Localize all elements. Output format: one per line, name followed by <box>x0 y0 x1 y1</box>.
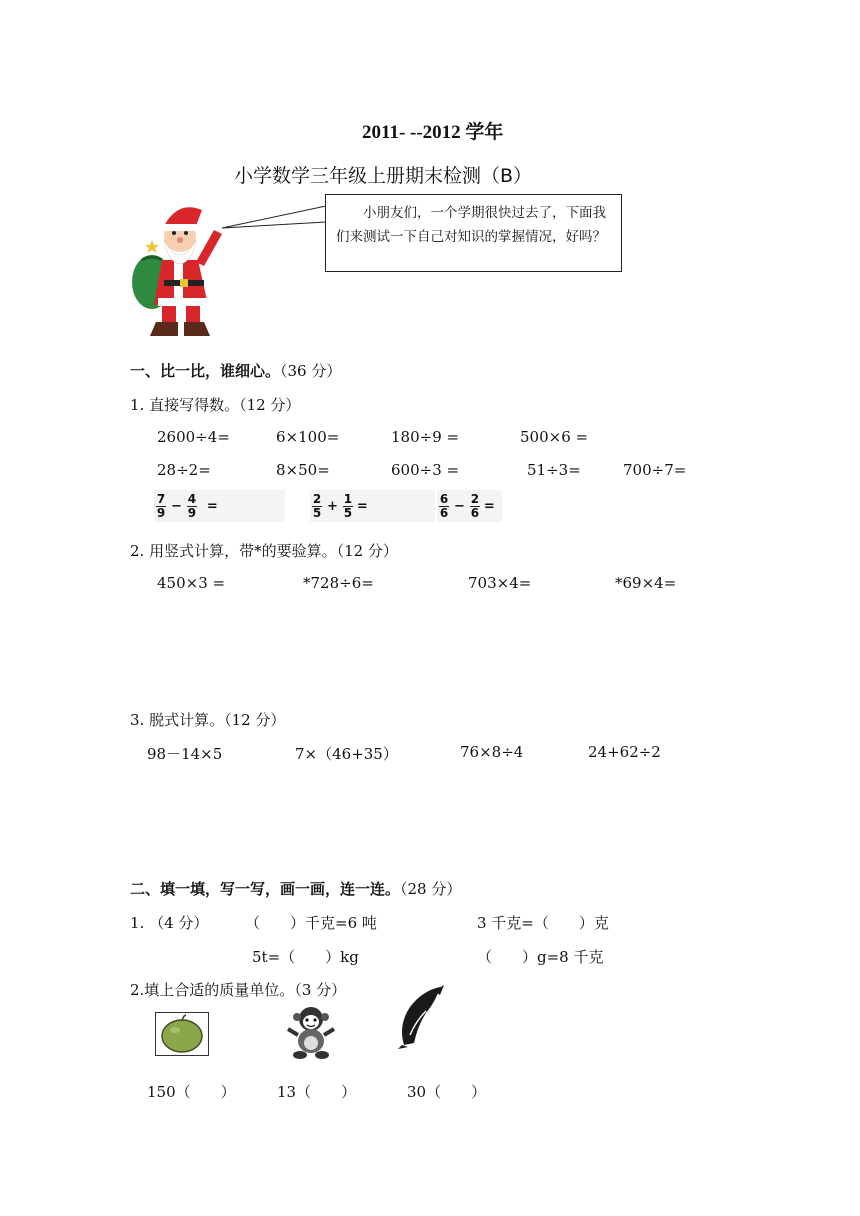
numerator: 2 <box>470 491 480 506</box>
exam-main-title: 小学数学三年级上册期末检测（B） <box>234 165 533 187</box>
numerator: 6 <box>439 491 449 506</box>
speech-bubble: 小朋友们，一个学期很快过去了，下面我们来测试一下自己对知识的掌握情况，好吗？ <box>325 194 622 272</box>
q1-row2-item: 51÷3= <box>527 461 581 479</box>
q2-item: 450×3 = <box>157 574 226 592</box>
whale-image <box>396 985 446 1049</box>
fraction-problem <box>310 490 435 522</box>
q1-row1-item: 500×6 = <box>520 428 589 446</box>
q1-row1-item: 6×100= <box>276 428 340 446</box>
q1-row2-item: 700÷7= <box>623 461 687 479</box>
s2-q2-item: 150（ ） <box>147 1083 236 1101</box>
speech-pointer <box>220 194 328 234</box>
s2-q1-item: 3 千克=（ ）克 <box>477 914 609 932</box>
operator: + <box>327 498 338 514</box>
numerator: 4 <box>187 491 197 506</box>
exam-year-title: 2011- --2012 学年 <box>362 122 504 143</box>
s2-q1-item: 5t=（ ）kg <box>252 948 359 966</box>
denominator: 6 <box>470 505 480 520</box>
fraction-problem <box>154 490 285 522</box>
fraction-problem <box>437 490 502 522</box>
s2-q2-label: 2.填上合适的质量单位。（3 分） <box>130 981 347 999</box>
q3-item: 7×（46+35） <box>295 745 398 763</box>
denominator: 9 <box>156 505 166 520</box>
section2-heading <box>130 878 461 899</box>
q2-label: 2. 用竖式计算，带*的要验算。（12 分） <box>130 542 398 560</box>
q1-row2-item: 600÷3 = <box>391 461 460 479</box>
section1-heading <box>130 360 341 381</box>
apple-image <box>155 1012 209 1056</box>
section2-heading-text: 二、填一填，写一写，画一画，连一连。 <box>130 880 401 898</box>
q2-item: *728÷6= <box>303 574 374 592</box>
q3-item: 98－14×5 <box>147 745 223 763</box>
s2-q2-item: 13（ ） <box>277 1083 357 1101</box>
section1-heading-text: 一、比一比，谁细心。 <box>130 362 281 380</box>
santa-illustration <box>128 200 228 342</box>
s2-q2-item: 30（ ） <box>407 1083 487 1101</box>
q3-item: 24+62÷2 <box>588 743 661 761</box>
s2-q1-item: （ ）千克=6 吨 <box>245 914 377 932</box>
section2-points: （28 分） <box>400 880 462 898</box>
q2-item: *69×4= <box>615 574 677 592</box>
q3-label: 3. 脱式计算。（12 分） <box>130 711 286 729</box>
s2-q1-label: 1. （4 分） <box>130 914 209 932</box>
q3-item: 76×8÷4 <box>460 743 524 761</box>
operator: − <box>171 498 182 514</box>
s2-q1-item: （ ）g=8 千克 <box>477 948 604 966</box>
numerator: 2 <box>312 491 322 506</box>
q1-row2-item: 28÷2= <box>157 461 211 479</box>
equals-sign: = <box>483 498 495 514</box>
denominator: 5 <box>312 505 322 520</box>
q1-label: 1. 直接写得数。（12 分） <box>130 396 301 414</box>
q1-row1-item: 2600÷4= <box>157 428 230 446</box>
equals-sign: = <box>356 498 368 514</box>
q2-item: 703×4= <box>468 574 532 592</box>
section1-points: （36 分） <box>280 362 342 380</box>
numerator: 7 <box>156 491 166 506</box>
monkey-image <box>282 1003 340 1061</box>
denominator: 9 <box>187 505 197 520</box>
denominator: 6 <box>439 505 449 520</box>
numerator: 1 <box>343 491 353 506</box>
equals-sign: = <box>206 498 218 514</box>
q1-row1-item: 180÷9 = <box>391 428 460 446</box>
operator: − <box>454 498 465 514</box>
denominator: 5 <box>343 505 353 520</box>
q1-row2-item: 8×50= <box>276 461 330 479</box>
